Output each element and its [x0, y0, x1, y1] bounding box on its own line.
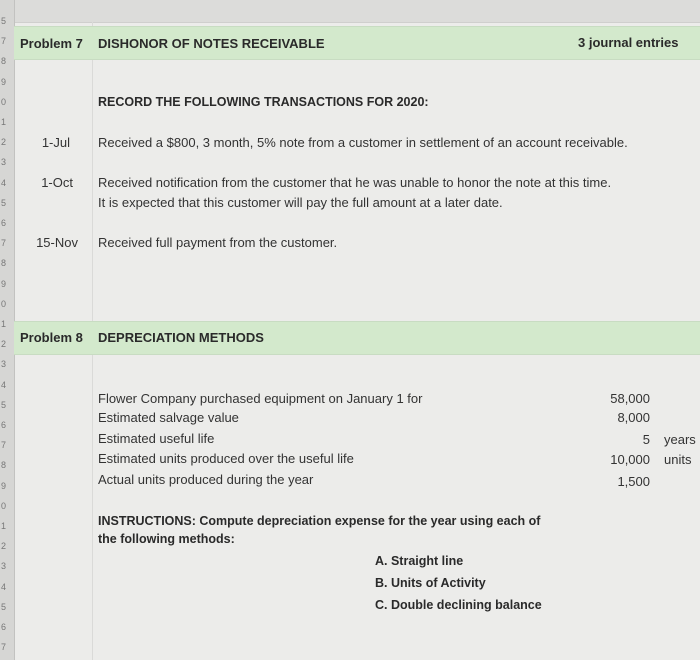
- item-unit: years: [664, 432, 696, 447]
- item-label: Estimated salvage value: [98, 410, 239, 425]
- row-number: 5: [1, 16, 7, 26]
- method-item: A. Straight line: [375, 554, 464, 568]
- row-number: 1: [1, 319, 7, 329]
- item-unit: units: [664, 452, 692, 467]
- transaction-line: It is expected that this customer will pay the full amount at a later date.: [98, 195, 503, 210]
- item-value: 58,000: [610, 391, 650, 406]
- row-number: 6: [1, 420, 7, 430]
- transaction-date: 15-Nov: [36, 235, 78, 250]
- item-value: 5: [642, 432, 650, 447]
- transaction-date: 1-Oct: [41, 175, 73, 190]
- item-label: Flower Company purchased equipment on January 1 for: [98, 391, 423, 406]
- row-number: 3: [1, 359, 7, 370]
- instructions-line: the following methods:: [98, 532, 235, 546]
- transaction-date: 1-Jul: [41, 135, 70, 150]
- row-number: 2: [1, 339, 7, 350]
- row-number: 8: [1, 56, 7, 67]
- problem7-entries-note: 3 journal entries: [578, 35, 679, 50]
- transaction-line: Received full payment from the customer.: [98, 235, 338, 250]
- row-number: 0: [1, 298, 7, 309]
- row-number: 9: [1, 278, 7, 289]
- row-number: 5: [1, 601, 7, 612]
- row-number: 3: [1, 157, 7, 168]
- row-number: 7: [1, 36, 7, 47]
- row-number: 7: [1, 440, 7, 451]
- item-value: 1,500: [617, 474, 650, 489]
- row-number: 6: [1, 218, 7, 228]
- row-number: 1: [1, 117, 7, 127]
- problem7-heading: RECORD THE FOLLOWING TRANSACTIONS FOR 2020:: [98, 95, 429, 109]
- row-number: 3: [1, 561, 7, 572]
- problem8-label: Problem 8: [20, 330, 83, 345]
- row-number: 4: [1, 581, 7, 592]
- method-item: B. Units of Activity: [375, 576, 486, 590]
- item-value: 8,000: [617, 410, 650, 425]
- instructions-line: INSTRUCTIONS: Compute depreciation expense for the year using each of: [98, 514, 541, 528]
- row-number: 9: [1, 480, 7, 491]
- row-number: 8: [1, 258, 7, 269]
- item-value: 10,000: [610, 452, 650, 467]
- item-label: Estimated useful life: [98, 431, 215, 446]
- row-number: 2: [1, 137, 7, 148]
- row-header-column: [0, 0, 15, 660]
- row-number: 8: [1, 460, 7, 471]
- row-number: 6: [1, 622, 7, 632]
- row-number: 5: [1, 399, 7, 410]
- problem7-label: Problem 7: [20, 36, 83, 51]
- row-number: 4: [1, 379, 7, 390]
- problem7-title: DISHONOR OF NOTES RECEIVABLE: [98, 36, 325, 51]
- problem8-title: DEPRECIATION METHODS: [98, 330, 264, 345]
- row-number: 1: [1, 521, 7, 531]
- row-number: 0: [1, 500, 7, 511]
- row-number: 7: [1, 642, 7, 653]
- row-number: 0: [1, 96, 7, 107]
- row-number: 7: [1, 238, 7, 249]
- item-label: Estimated units produced over the useful life: [98, 451, 354, 466]
- row-number: 5: [1, 197, 7, 208]
- item-label: Actual units produced during the year: [98, 472, 314, 487]
- row-number: 4: [1, 177, 7, 188]
- transaction-line: Received notification from the customer that he was unable to honor the note at this time.: [98, 175, 612, 190]
- column-header-strip: [0, 0, 700, 23]
- transaction-line: Received a $800, 3 month, 5% note from a customer in settlement of an account receivable.: [98, 135, 628, 150]
- row-number: 9: [1, 76, 7, 87]
- method-item: C. Double declining balance: [375, 598, 542, 612]
- row-number: 2: [1, 541, 7, 552]
